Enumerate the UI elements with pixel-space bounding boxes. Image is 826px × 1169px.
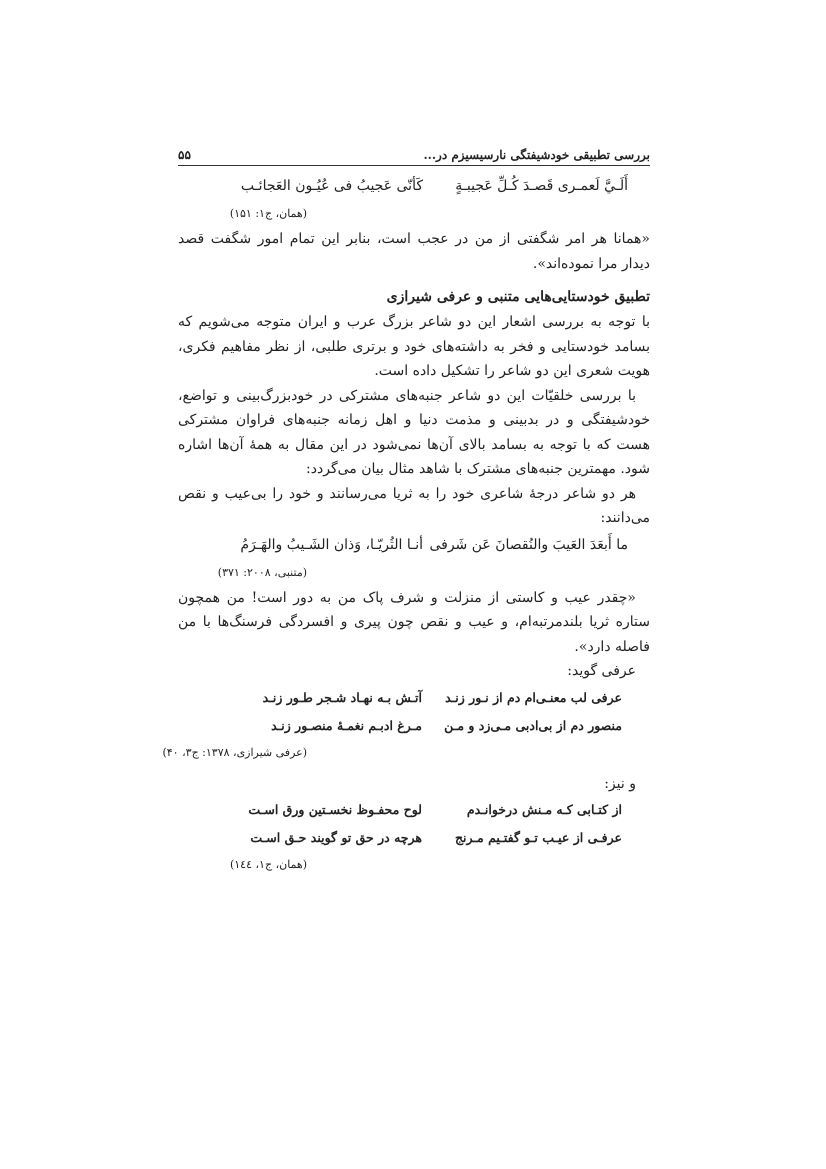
quote-intro: عرفی گوید:	[567, 663, 636, 679]
page-number: ۵۵	[178, 148, 191, 162]
hemistich-2: هرچه در حق تو گویند حـق اسـت	[250, 830, 422, 845]
poem-verse	[178, 172, 628, 201]
body-paragraph: با بررسی خلقیّات این دو شاعر جنبه‌های مشترکی در خودبزرگ‌بینی و تواضع، خودشیفتگی و در بدبینی و مذمت دنیا و اهل زمانه جنبه‌های فراوان مشترکی هست که با توجه به بسامد بالای آن‌ها نمی‌شود در این مقال به همهٔ آن‌ها اشاره شود. مهمترین جنبه‌های مشترک با شاهد مثال بیان می‌گردد:	[178, 387, 650, 477]
poem-verse	[178, 684, 622, 712]
poem-verse	[178, 712, 622, 740]
poem-verse	[178, 531, 628, 560]
poem-verse	[178, 824, 622, 852]
hemistich-2: آتـش بـه نهـاد شـجر طـور زنـد	[262, 689, 422, 705]
hemistich-1: از کتـابی کـه مـنش درخوانـدم	[466, 802, 622, 817]
running-header	[178, 142, 650, 166]
page	[162, 142, 650, 878]
translation-paragraph: «چقدر عیب و کاستی از منزلت و شرف پاک من به دور است! من همچون ستاره ثریا بلندمرتبه‌ام، و عیب و نقص چون پیری و افسردگی فرسنگ‌ها با من فاصله دارد».	[178, 589, 650, 655]
poem-verse	[178, 796, 622, 824]
citation: (متنبی، ۲۰۰۸: ۳۷۱)	[217, 565, 307, 579]
hemistich-1: ما أَبعَدَ العَیبَ والنُقصانَ عَن شَرفی	[429, 536, 628, 553]
citation: (همان، ج۱، ۱٤٤)	[229, 858, 307, 871]
citation: (عرفی شیرازی، ۱۳۷۸: ج۳، ۴۰)	[162, 745, 307, 759]
hemistich-2: أنـا الثُریّـا، وَذان الشَـیبُ والهَـرَمُ	[240, 536, 423, 553]
running-title: بررسی تطبیقی خودشیفتگی نارسیسیزم در...	[423, 148, 650, 162]
hemistich-2: کَأنّی عَجیبُ فی عُیُـون العَجائـب	[240, 178, 423, 194]
hemistich-2: مـرغ ادبـم نغمـهٔ منصـور زنـد	[271, 717, 422, 733]
citation: (همان، ج۱: ۱۵۱)	[229, 207, 307, 220]
hemistich-1: أَلَـيَّ لَعمـری قَصـدَ کُـلِّ عَجیبـةٍ	[455, 178, 628, 194]
hemistich-1: عرفی لب معنـی‌ام دم از نـور زنـد	[445, 689, 622, 705]
hemistich-1: منصور دم از بی‌ادبی مـی‌زد و مـن	[444, 717, 622, 733]
quote-intro: و نیز:	[604, 775, 636, 792]
body-paragraph: با توجه به بررسی اشعار این دو شاعر بزرگ عرب و ایران متوجه می‌شویم که بسامد خودستایی و فخر به داشته‌های خود و برتری طلبی، از نظر مفاهیم فکری، هویت شعری این دو شاعر را تشکیل داده است.	[178, 314, 650, 379]
section-heading: تطبیق خودستایی‌هایی متنبی و عرفی شیرازی	[386, 289, 650, 305]
translation-paragraph: «همانا هر امر شگفتی از من در عجب است، بنابر این تمام امور شگفت قصد دیدار مرا نموده‌اند».	[178, 231, 650, 272]
body-paragraph: هر دو شاعر درجهٔ شاعری خود را به ثریا می‌رسانند و خود را بی‌عیب و نقص می‌دانند:	[178, 485, 650, 526]
hemistich-2: لوح محفـوظ نخسـتین ورق اسـت	[248, 802, 422, 817]
hemistich-1: عرفـی از عیـب تـو گفتـیم مـرنج	[454, 830, 622, 845]
